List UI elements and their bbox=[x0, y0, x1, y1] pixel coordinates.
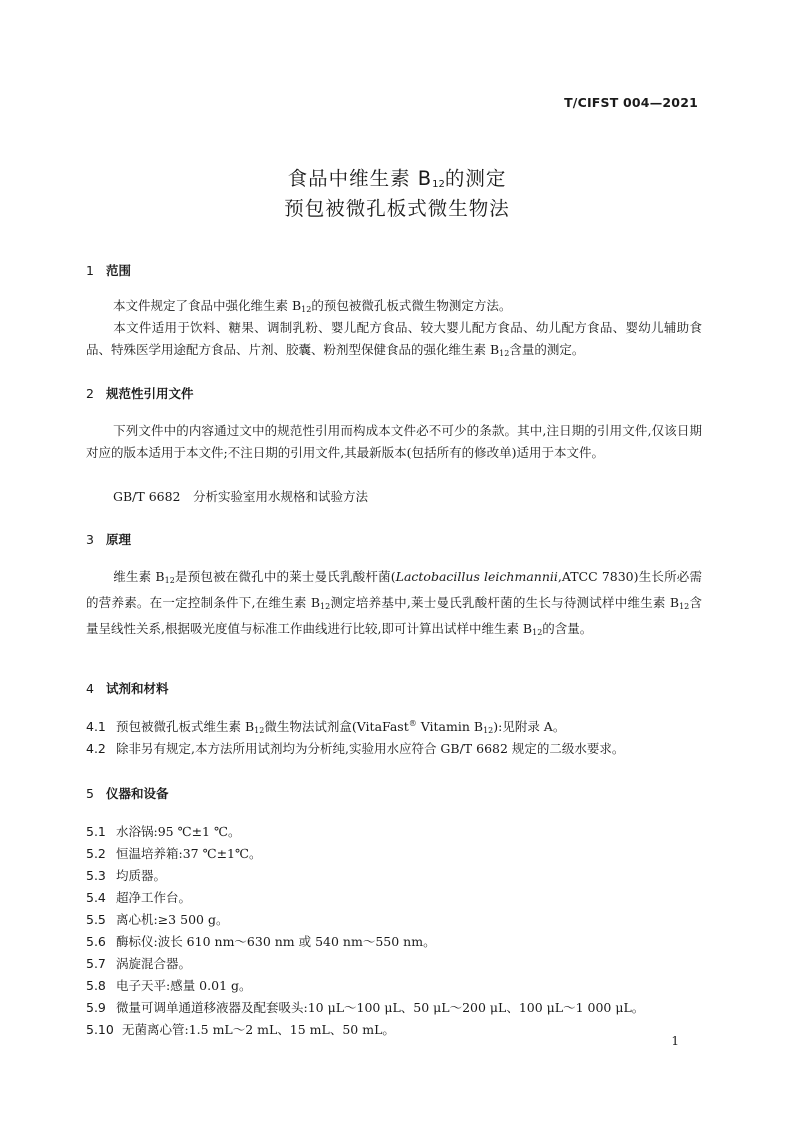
paragraph: 本文件适用于饮料、糖果、调制乳粉、婴儿配方食品、较大婴儿配方食品、幼儿配方食品、婴幼儿辅助食品、特殊医学用途配方食品、片剂、胶囊、粉剂型保健食品的强化维生素 $B_{12}$含量的测定。 bbox=[86, 320, 702, 358]
list-item: 5.3 均质器。 bbox=[86, 868, 167, 883]
section-heading-2: 2 规范性引用文件 bbox=[86, 386, 194, 401]
list-item: 5.9 微量可调单通道移液器及配套吸头:10 μL～100 μL、50 μL～200 μL、100 μL～1 000 μL。 bbox=[86, 1000, 645, 1015]
list-item: 5.5 离心机:≥3 500 g。 bbox=[86, 912, 229, 927]
section-heading-4: 4 试剂和材料 bbox=[86, 681, 169, 696]
list-item: 5.7 涡旋混合器。 bbox=[86, 956, 192, 971]
paragraph: 维生素 $B_{12}$是预包被在微孔中的莱士曼氏乳酸杆菌(Lactobacillus leichmannii,ATCC 7830)生长所必需的营养素。在一定控制条件下,在维生素 $B_{12}$测定培养基中,莱士曼氏乳酸杆菌的生长与待测试样中维生素 $B_{12}$含量呈线性关系,根据吸光度值与标准工作曲线进行比较,即可计算出试样中维生素 $B_{12}$的含量。 bbox=[86, 569, 702, 637]
list-item: 5.1 水浴锅:95 ℃±1 ℃。 bbox=[86, 824, 241, 839]
list-item: 5.10 无菌离心管:1.5 mL～2 mL、15 mL、50 mL。 bbox=[86, 1022, 395, 1037]
list-item: 4.2 除非另有规定,本方法所用试剂均为分析纯,实验用水应符合 GB/T 6682 规定的二级水要求。 bbox=[86, 741, 625, 756]
standard-number: T/CIFST 004—2021 bbox=[564, 95, 698, 110]
list-item: 4.1 预包被微孔板式维生素 $B_{12}$微生物法试剂盒(VitaFast® Vitamin $B_{12}$):见附录 A。 bbox=[86, 719, 566, 735]
paragraph: 本文件规定了食品中强化维生素 $B_{12}$的预包被微孔板式微生物测定方法。 bbox=[113, 298, 512, 314]
document-title-line1: 食品中维生素 $B_{12}$的测定 bbox=[287, 167, 507, 190]
section-heading-1: 1 范围 bbox=[86, 263, 132, 278]
paragraph: 下列文件中的内容通过文中的规范性引用而构成本文件必不可少的条款。其中,注日期的引用文件,仅该日期对应的版本适用于本文件;不注日期的引用文件,其最新版本(包括所有的修改单)适用于本文件。 bbox=[86, 423, 702, 460]
list-item: 5.2 恒温培养箱:37 ℃±1℃。 bbox=[86, 846, 262, 861]
list-item: 5.8 电子天平:感量 0.01 g。 bbox=[86, 978, 252, 993]
section-heading-3: 3 原理 bbox=[86, 532, 132, 547]
document-title-line2: 预包被微孔板式微生物法 bbox=[284, 197, 510, 220]
normative-reference: GB/T 6682 分析实验室用水规格和试验方法 bbox=[113, 489, 369, 504]
list-item: 5.6 酶标仪:波长 610 nm～630 nm 或 540 nm～550 nm。 bbox=[86, 934, 436, 949]
list-item: 5.4 超净工作台。 bbox=[86, 890, 192, 905]
section-heading-5: 5 仪器和设备 bbox=[86, 786, 169, 801]
page-number: 1 bbox=[671, 1034, 679, 1048]
